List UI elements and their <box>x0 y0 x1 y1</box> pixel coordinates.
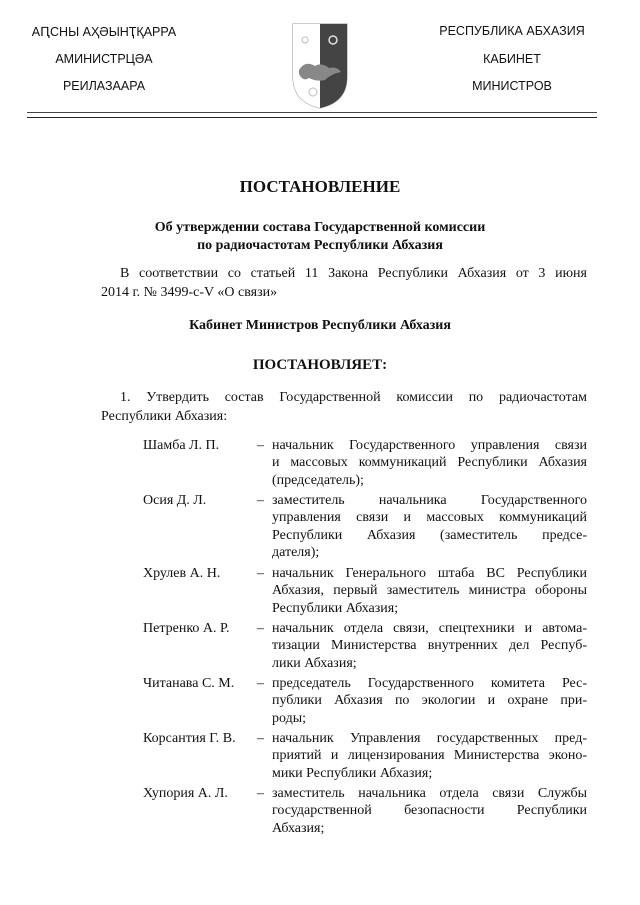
member-role <box>272 675 587 727</box>
header-left-line: РЕИЛАЗААРА <box>62 79 146 93</box>
member-role-line: (председатель); <box>272 472 364 488</box>
member-role-line: дателя); <box>272 544 320 560</box>
dash: – <box>257 676 264 691</box>
document-subtitle <box>60 219 580 255</box>
member-name: Хупория А. Л. <box>143 786 228 801</box>
document-title: ПОСТАНОВЛЕНИЕ <box>239 177 401 196</box>
member-role-line: начальник Управления государственных пред- <box>272 731 587 746</box>
subtitle-line: по радиочастотам Республики Абхазия <box>197 238 443 253</box>
dash: – <box>257 438 264 453</box>
item-1 <box>101 388 587 426</box>
resolves-heading: ПОСТАНОВЛЯЕТ: <box>252 357 388 373</box>
member-role-line: Республики Абхазия; <box>272 600 399 616</box>
member-role-line: начальник Государственного управления связи <box>272 438 587 453</box>
member-role-line: тизации Министерства внутренних дел Респуб- <box>272 638 587 654</box>
item-1-line: 1. Утвердить состав Государственной комиссии по радиочастотам <box>120 390 587 405</box>
member-role <box>272 785 587 837</box>
member-role-line: публики Абхазия по экологии и охране при- <box>272 693 587 709</box>
member-role-line: начальник Генерального штаба ВС Республики <box>272 566 587 581</box>
header-left-line: АԤСНЫ АҲӘЫНҬҚАРРА <box>31 25 177 39</box>
member-role-line: государственной безопасности Республики <box>272 803 587 819</box>
member-role <box>272 437 587 489</box>
member-role-line: заместитель начальника Государственного <box>272 493 587 508</box>
header-divider <box>27 112 597 118</box>
member-role-line: Абхазия; <box>272 820 325 836</box>
member-role-line: председатель Государственного комитета Рес- <box>272 676 587 691</box>
dash: – <box>257 731 264 746</box>
member-role-line: роды; <box>272 710 307 726</box>
dash: – <box>257 786 264 801</box>
member-role-line: приятий и лицензирования Министерства эконо- <box>272 748 587 764</box>
issuer: Кабинет Министров Республики Абхазия <box>189 318 451 333</box>
member-role-line: начальник отдела связи, спецтехники и автома- <box>272 621 587 636</box>
member-role <box>272 565 587 617</box>
member-role-line: Абхазия, первый заместитель министра обороны <box>272 583 587 599</box>
member-role-line: управления связи и массовых коммуникаций <box>272 510 587 526</box>
member-name: Шамба Л. П. <box>143 438 220 453</box>
header-right-line: КАБИНЕТ <box>483 52 541 66</box>
subtitle-line: Об утверждении состава Государственной комиссии <box>154 220 486 235</box>
header-right-line: МИНИСТРОВ <box>472 79 552 93</box>
dash: – <box>257 493 264 508</box>
member-role-line: Республики Абхазия (заместитель предсе- <box>272 527 587 543</box>
member-role-line: заместитель начальника отдела связи Службы <box>272 786 587 801</box>
member-role-line: мики Республики Абхазия; <box>272 765 433 781</box>
preamble <box>101 264 587 302</box>
dash: – <box>257 621 264 636</box>
header-right-line: РЕСПУБЛИКА АБХАЗИЯ <box>439 24 585 38</box>
item-1-line: Республики Абхазия: <box>101 409 228 424</box>
dash: – <box>257 566 264 581</box>
member-role <box>272 492 587 561</box>
preamble-line: В соответствии со статьей 11 Закона Республики Абхазия от 3 июня <box>120 266 587 281</box>
header-left-line: АМИНИСТРЦӘА <box>55 52 153 66</box>
preamble-line: 2014 г. № 3499-с-V «О связи» <box>101 285 278 300</box>
member-role-line: и массовых коммуникаций Республики Абхазия <box>272 455 587 471</box>
member-role <box>272 620 587 672</box>
member-role <box>272 730 587 782</box>
member-role-line: лики Абхазия; <box>272 655 357 671</box>
member-name: Хрулев А. Н. <box>143 566 221 581</box>
coat-of-arms-icon <box>291 22 349 110</box>
member-name: Петренко А. Р. <box>143 621 230 636</box>
member-name: Осия Д. Л. <box>143 493 207 508</box>
member-name: Корсантия Г. В. <box>143 731 236 746</box>
member-name: Читанава С. М. <box>143 676 235 691</box>
